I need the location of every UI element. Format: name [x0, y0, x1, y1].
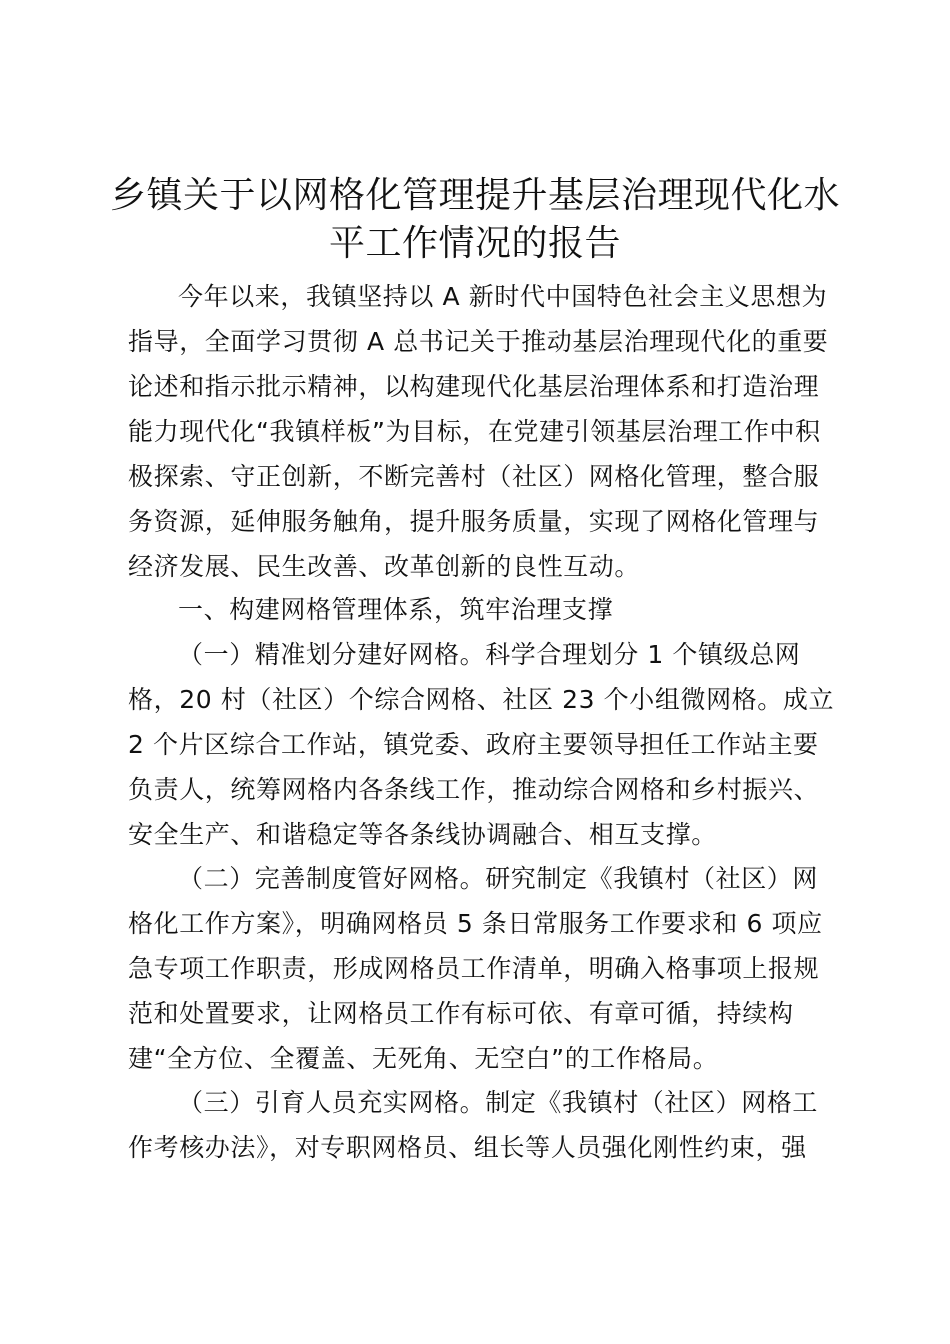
body-line-2: 指导，全面学习贯彻 A 总书记关于推动基层治理现代化的重要	[128, 327, 829, 356]
body-line-15: 格化工作方案》，明确网格员 5 条日常服务工作要求和 6 项应	[128, 909, 823, 938]
body-line-14: （二）完善制度管好网格。研究制定《我镇村（社区）网	[178, 864, 819, 893]
body-line-20: 作考核办法》，对专职网格员、组长等人员强化刚性约束，强	[128, 1133, 807, 1162]
body-line-13: 安全生产、和谐稳定等各条线协调融合、相互支撑。	[128, 820, 717, 849]
body-line-7: 经济发展、民生改善、改革创新的良性互动。	[128, 552, 641, 581]
body-line-1: 今年以来，我镇坚持以 A 新时代中国特色社会主义思想为	[178, 282, 828, 311]
body-line-17: 范和处置要求，让网格员工作有标可依、有章可循，持续构	[128, 999, 794, 1028]
body-line-19: （三）引育人员充实网格。制定《我镇村（社区）网格工	[178, 1088, 819, 1117]
body-line-16: 急专项工作职责，形成网格员工作清单，明确入格事项上报规	[128, 954, 820, 983]
body-line-12: 负责人，统筹网格内各条线工作，推动综合网格和乡村振兴、	[128, 775, 820, 804]
document-title-line-1: 乡镇关于以网格化管理提升基层治理现代化水	[109, 175, 840, 216]
body-line-4: 能力现代化“我镇样板”为目标，在党建引领基层治理工作中积	[128, 417, 821, 446]
body-line-3: 论述和指示批示精神，以构建现代化基层治理体系和打造治理	[128, 372, 820, 401]
body-line-6: 务资源，延伸服务触角，提升服务质量，实现了网格化管理与	[128, 507, 820, 536]
body-line-5: 极探索、守正创新，不断完善村（社区）网格化管理，整合服	[128, 462, 820, 491]
body-line-9: （一）精准划分建好网格。科学合理划分 1 个镇级总网	[178, 640, 801, 669]
body-line-18: 建“全方位、全覆盖、无死角、无空白”的工作格局。	[128, 1044, 719, 1073]
body-line-11: 2 个片区综合工作站，镇党委、政府主要领导担任工作站主要	[128, 730, 819, 759]
document-title-line-2: 平工作情况的报告	[328, 223, 621, 264]
section-heading-1: 一、构建网格管理体系，筑牢治理支撑	[178, 595, 614, 624]
body-line-10: 格，20 村（社区）个综合网格、社区 23 个小组微网格。成立	[128, 685, 835, 714]
